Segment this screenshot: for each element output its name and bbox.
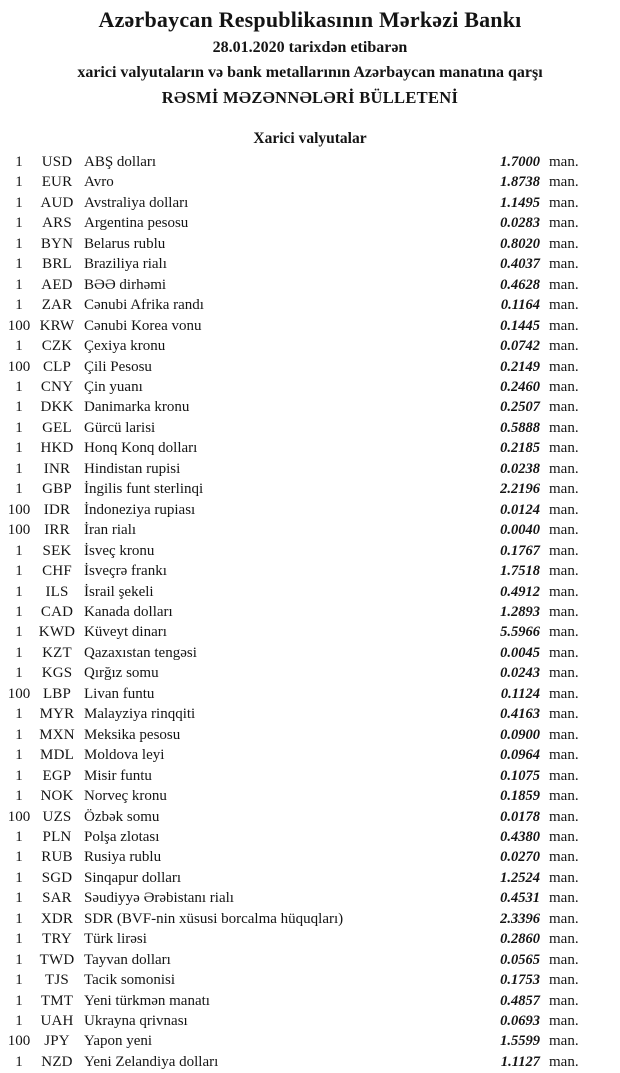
rate-value-cell: 1.1127 <box>500 1053 540 1070</box>
exchange-rates-table <box>0 152 620 1072</box>
quantity-cell: 1 <box>15 563 23 580</box>
rate-value-cell: 0.1753 <box>500 972 540 989</box>
currency-name-cell: Gürcü larisi <box>84 419 156 436</box>
rate-value-cell: 0.0270 <box>500 849 540 866</box>
bank-name-title: Azərbaycan Respublikasının Mərkəzi Bankı <box>98 7 522 32</box>
unit-cell: man. <box>549 767 579 784</box>
currency-name-cell: Ukrayna qrivnası <box>84 1013 188 1030</box>
currency-code-cell: ARS <box>42 215 72 232</box>
table-row <box>0 868 620 888</box>
currency-name-cell: Cənubi Korea vonu <box>84 317 202 334</box>
currency-code-cell: MXN <box>39 726 75 743</box>
unit-cell: man. <box>549 358 579 375</box>
table-row <box>0 1031 620 1051</box>
rate-value-cell: 0.2460 <box>500 378 540 395</box>
currency-code-cell: BRL <box>42 256 72 273</box>
unit-cell: man. <box>549 235 579 252</box>
table-row <box>0 377 620 397</box>
currency-code-cell: CLP <box>42 358 72 375</box>
quantity-cell: 1 <box>15 399 23 416</box>
table-row <box>0 172 620 192</box>
quantity-cell: 1 <box>15 174 23 191</box>
unit-cell: man. <box>549 931 579 948</box>
currency-code-cell: EGP <box>42 767 72 784</box>
unit-cell: man. <box>549 399 579 416</box>
currency-code-cell: RUB <box>41 849 73 866</box>
unit-cell: man. <box>549 297 579 314</box>
rate-value-cell: 0.0964 <box>500 747 540 764</box>
currency-name-cell: Yeni türkmən manatı <box>84 992 210 1009</box>
rate-value-cell: 5.5966 <box>500 624 540 641</box>
unit-cell: man. <box>549 317 579 334</box>
currency-name-cell: Meksika pesosu <box>84 726 181 743</box>
quantity-cell: 1 <box>15 869 23 886</box>
table-row <box>0 541 620 561</box>
quantity-cell: 1 <box>15 542 23 559</box>
table-row <box>0 847 620 867</box>
rate-value-cell: 1.7518 <box>500 563 540 580</box>
table-row <box>0 336 620 356</box>
rate-value-cell: 1.2524 <box>500 869 540 886</box>
quantity-cell: 1 <box>15 972 23 989</box>
table-row <box>0 438 620 458</box>
currency-name-cell: Kanada dolları <box>84 603 173 620</box>
quantity-cell: 1 <box>15 931 23 948</box>
currency-name-cell: Braziliya rialı <box>84 256 167 273</box>
quantity-cell: 100 <box>7 358 31 375</box>
unit-cell: man. <box>549 1013 579 1030</box>
currency-code-cell: SEK <box>42 542 72 559</box>
currency-name-cell: Cənubi Afrika randı <box>84 297 204 314</box>
currency-name-cell: Norveç kronu <box>84 788 167 805</box>
table-row <box>0 807 620 827</box>
table-row <box>0 991 620 1011</box>
currency-name-cell: Honq Konq dolları <box>84 440 198 457</box>
unit-cell: man. <box>549 890 579 907</box>
currency-code-cell: XDR <box>40 910 74 927</box>
unit-cell: man. <box>549 1053 579 1070</box>
unit-cell: man. <box>549 1033 579 1050</box>
rate-value-cell: 0.0124 <box>500 501 540 518</box>
document-subtitle: xarici valyutaların və bank metallarının Azərbaycan manatına qarşı <box>77 64 543 81</box>
rate-value-cell: 0.0283 <box>500 215 540 232</box>
table-row <box>0 766 620 786</box>
quantity-cell: 100 <box>7 317 31 334</box>
table-row <box>0 561 620 581</box>
table-row <box>0 418 620 438</box>
table-row <box>0 357 620 377</box>
quantity-cell: 1 <box>15 194 23 211</box>
rate-value-cell: 2.3396 <box>500 910 540 927</box>
quantity-cell: 1 <box>15 828 23 845</box>
currency-name-cell: Çili Pesosu <box>84 358 152 375</box>
unit-cell: man. <box>549 788 579 805</box>
quantity-cell: 1 <box>15 338 23 355</box>
table-row <box>0 234 620 254</box>
table-row <box>0 909 620 929</box>
bulletin-title: RƏSMİ MƏZƏNNƏLƏRİ BÜLLETENİ <box>161 88 459 107</box>
table-row <box>0 622 620 642</box>
quantity-cell: 100 <box>7 501 31 518</box>
quantity-cell: 1 <box>15 378 23 395</box>
table-row <box>0 950 620 970</box>
table-row <box>0 827 620 847</box>
currency-name-cell: Rusiya rublu <box>84 849 162 866</box>
currency-code-cell: NOK <box>40 788 74 805</box>
quantity-cell: 1 <box>15 276 23 293</box>
quantity-cell: 1 <box>15 767 23 784</box>
table-row <box>0 704 620 724</box>
rate-value-cell: 0.0045 <box>500 644 540 661</box>
rate-value-cell: 1.8738 <box>500 174 540 191</box>
table-row <box>0 1052 620 1072</box>
currency-name-cell: Səudiyyə Ərəbistanı rialı <box>84 890 234 907</box>
table-row <box>0 643 620 663</box>
quantity-cell: 1 <box>15 215 23 232</box>
quantity-cell: 1 <box>15 235 23 252</box>
currency-name-cell: Argentina pesosu <box>84 215 189 232</box>
currency-code-cell: KZT <box>42 644 72 661</box>
unit-cell: man. <box>549 501 579 518</box>
table-row <box>0 970 620 990</box>
currency-name-cell: Sinqapur dolları <box>84 869 182 886</box>
table-row <box>0 520 620 540</box>
currency-code-cell: CZK <box>41 338 73 355</box>
unit-cell: man. <box>549 440 579 457</box>
unit-cell: man. <box>549 624 579 641</box>
currency-name-cell: Qazaxıstan tengəsi <box>84 644 197 661</box>
currency-code-cell: ILS <box>45 583 69 600</box>
currency-code-cell: KRW <box>39 317 75 334</box>
currency-name-cell: İsrail şekeli <box>84 583 154 600</box>
unit-cell: man. <box>549 726 579 743</box>
currency-code-cell: AUD <box>40 194 74 211</box>
currency-code-cell: DKK <box>40 399 74 416</box>
rate-value-cell: 1.2893 <box>500 603 540 620</box>
quantity-cell: 100 <box>7 522 31 539</box>
currency-name-cell: İngilis funt sterlinqi <box>84 481 204 498</box>
rate-value-cell: 0.0742 <box>500 338 540 355</box>
effective-date-line: 28.01.2020 tarixdən etibarən <box>212 39 408 56</box>
rate-value-cell: 0.4628 <box>500 276 540 293</box>
rate-value-cell: 0.4037 <box>500 256 540 273</box>
table-row <box>0 888 620 908</box>
currency-code-cell: IDR <box>43 501 71 518</box>
unit-cell: man. <box>549 583 579 600</box>
currency-name-cell: Avstraliya dolları <box>84 194 189 211</box>
table-row <box>0 316 620 336</box>
table-row <box>0 295 620 315</box>
table-row <box>0 397 620 417</box>
table-row <box>0 663 620 683</box>
table-row <box>0 786 620 806</box>
unit-cell: man. <box>549 460 579 477</box>
currency-code-cell: USD <box>41 154 73 170</box>
quantity-cell: 1 <box>15 1053 23 1070</box>
unit-cell: man. <box>549 194 579 211</box>
currency-code-cell: TWD <box>39 951 75 968</box>
table-row <box>0 602 620 622</box>
table-row <box>0 929 620 949</box>
quantity-cell: 100 <box>7 685 31 702</box>
currency-name-cell: Malayziya rinqqiti <box>84 706 196 723</box>
rate-value-cell: 0.0900 <box>500 726 540 743</box>
unit-cell: man. <box>549 522 579 539</box>
rate-value-cell: 0.1445 <box>500 317 540 334</box>
rate-value-cell: 0.0238 <box>500 460 540 477</box>
currency-code-cell: GBP <box>42 481 72 498</box>
currency-name-cell: Çexiya kronu <box>84 338 166 355</box>
unit-cell: man. <box>549 481 579 498</box>
currency-name-cell: ABŞ dolları <box>84 154 157 170</box>
rate-value-cell: 0.2860 <box>500 931 540 948</box>
unit-cell: man. <box>549 563 579 580</box>
rate-value-cell: 0.8020 <box>500 235 540 252</box>
currency-code-cell: NZD <box>41 1053 73 1070</box>
rate-value-cell: 0.5888 <box>500 419 540 436</box>
rate-value-cell: 0.2149 <box>500 358 540 375</box>
currency-name-cell: Polşa zlotası <box>84 828 160 845</box>
currency-code-cell: TMT <box>40 992 74 1009</box>
currency-name-cell: BƏƏ dirhəmi <box>84 276 167 293</box>
currency-code-cell: SAR <box>42 890 72 907</box>
currency-code-cell: CAD <box>40 603 74 620</box>
currency-name-cell: SDR (BVF-nin xüsusi borcalma hüquqları) <box>84 910 344 927</box>
section-title-foreign-currencies: Xarici valyutalar <box>253 130 367 147</box>
currency-name-cell: Türk lirəsi <box>84 931 147 948</box>
currency-code-cell: IRR <box>44 522 70 539</box>
currency-code-cell: TRY <box>42 931 72 948</box>
currency-name-cell: Misir funtu <box>84 767 152 784</box>
quantity-cell: 1 <box>15 665 23 682</box>
table-row <box>0 725 620 745</box>
rate-value-cell: 2.2196 <box>500 481 540 498</box>
currency-name-cell: Hindistan rupisi <box>84 460 181 477</box>
quantity-cell: 1 <box>15 910 23 927</box>
currency-name-cell: Avro <box>84 174 114 191</box>
rate-value-cell: 0.0243 <box>500 665 540 682</box>
currency-code-cell: PLN <box>42 828 72 845</box>
quantity-cell: 1 <box>15 747 23 764</box>
table-row <box>0 275 620 295</box>
currency-code-cell: EUR <box>41 174 73 191</box>
currency-name-cell: Yeni Zelandiya dolları <box>84 1053 219 1070</box>
currency-code-cell: INR <box>43 460 71 477</box>
currency-code-cell: KGS <box>41 665 73 682</box>
currency-name-cell: Belarus rublu <box>84 235 166 252</box>
table-row <box>0 684 620 704</box>
currency-name-cell: Livan funtu <box>84 685 155 702</box>
unit-cell: man. <box>549 910 579 927</box>
currency-name-cell: Moldova leyi <box>84 747 165 764</box>
quantity-cell: 100 <box>7 1033 31 1050</box>
quantity-cell: 1 <box>15 788 23 805</box>
unit-cell: man. <box>549 972 579 989</box>
currency-code-cell: GEL <box>42 419 72 436</box>
quantity-cell: 1 <box>15 481 23 498</box>
unit-cell: man. <box>549 174 579 191</box>
unit-cell: man. <box>549 808 579 825</box>
document-header <box>0 0 620 107</box>
quantity-cell: 1 <box>15 583 23 600</box>
unit-cell: man. <box>549 992 579 1009</box>
rate-value-cell: 0.1075 <box>500 767 540 784</box>
quantity-cell: 1 <box>15 992 23 1009</box>
rate-value-cell: 0.2507 <box>500 399 540 416</box>
quantity-cell: 1 <box>15 603 23 620</box>
currency-code-cell: CNY <box>40 378 74 395</box>
currency-code-cell: BYN <box>40 235 74 252</box>
currency-code-cell: SGD <box>41 869 73 886</box>
unit-cell: man. <box>549 951 579 968</box>
currency-name-cell: Küveyt dinarı <box>84 624 167 641</box>
table-row <box>0 254 620 274</box>
quantity-cell: 1 <box>15 726 23 743</box>
quantity-cell: 1 <box>15 297 23 314</box>
rate-value-cell: 0.4531 <box>500 890 540 907</box>
rate-value-cell: 0.0178 <box>500 808 540 825</box>
quantity-cell: 1 <box>15 440 23 457</box>
rate-value-cell: 1.1495 <box>500 194 540 211</box>
table-row <box>0 213 620 233</box>
rate-value-cell: 1.7000 <box>500 154 540 170</box>
quantity-cell: 1 <box>15 419 23 436</box>
currency-name-cell: Tacik somonisi <box>84 972 176 989</box>
quantity-cell: 1 <box>15 644 23 661</box>
unit-cell: man. <box>549 869 579 886</box>
quantity-cell: 1 <box>15 951 23 968</box>
currency-name-cell: Yapon yeni <box>84 1033 153 1050</box>
unit-cell: man. <box>549 644 579 661</box>
rate-value-cell: 1.5599 <box>500 1033 540 1050</box>
rate-value-cell: 0.2185 <box>500 440 540 457</box>
unit-cell: man. <box>549 542 579 559</box>
currency-name-cell: Özbək somu <box>84 808 160 825</box>
currency-name-cell: İndoneziya rupiası <box>84 501 196 518</box>
unit-cell: man. <box>549 338 579 355</box>
rate-value-cell: 0.4912 <box>500 583 540 600</box>
rate-value-cell: 0.1859 <box>500 788 540 805</box>
table-row <box>0 459 620 479</box>
unit-cell: man. <box>549 215 579 232</box>
quantity-cell: 1 <box>15 849 23 866</box>
quantity-cell: 1 <box>15 624 23 641</box>
quantity-cell: 1 <box>15 890 23 907</box>
table-row <box>0 1011 620 1031</box>
rate-value-cell: 0.4163 <box>500 706 540 723</box>
quantity-cell: 1 <box>15 1013 23 1030</box>
table-row <box>0 479 620 499</box>
table-row <box>0 152 620 172</box>
currency-code-cell: KWD <box>38 624 76 641</box>
currency-code-cell: MYR <box>39 706 75 723</box>
currency-code-cell: AED <box>41 276 73 293</box>
rate-value-cell: 0.0040 <box>500 522 540 539</box>
table-row <box>0 500 620 520</box>
currency-name-cell: Tayvan dolları <box>84 951 171 968</box>
currency-name-cell: İsveçrə frankı <box>84 563 167 580</box>
rate-value-cell: 0.0693 <box>500 1013 540 1030</box>
unit-cell: man. <box>549 828 579 845</box>
quantity-cell: 1 <box>15 460 23 477</box>
unit-cell: man. <box>549 154 579 170</box>
currency-code-cell: TJS <box>45 972 69 989</box>
currency-code-cell: MDL <box>40 747 74 764</box>
currency-name-cell: İran rialı <box>84 522 137 539</box>
unit-cell: man. <box>549 685 579 702</box>
currency-code-cell: ZAR <box>41 297 73 314</box>
unit-cell: man. <box>549 603 579 620</box>
unit-cell: man. <box>549 419 579 436</box>
rate-value-cell: 0.0565 <box>500 951 540 968</box>
unit-cell: man. <box>549 706 579 723</box>
rate-value-cell: 0.1767 <box>500 542 540 559</box>
currency-code-cell: HKD <box>40 440 74 457</box>
unit-cell: man. <box>549 665 579 682</box>
currency-name-cell: Qırğız somu <box>84 665 159 682</box>
quantity-cell: 100 <box>7 808 31 825</box>
unit-cell: man. <box>549 747 579 764</box>
rate-value-cell: 0.1124 <box>500 685 540 702</box>
currency-name-cell: Danimarka kronu <box>84 399 190 416</box>
currency-code-cell: LBP <box>42 685 72 702</box>
currency-code-cell: UAH <box>40 1013 74 1030</box>
quantity-cell: 1 <box>15 154 23 170</box>
rate-value-cell: 0.4857 <box>500 992 540 1009</box>
table-row <box>0 582 620 602</box>
rate-value-cell: 0.4380 <box>500 828 540 845</box>
currency-code-cell: UZS <box>42 808 72 825</box>
currency-name-cell: İsveç kronu <box>84 542 155 559</box>
unit-cell: man. <box>549 276 579 293</box>
unit-cell: man. <box>549 849 579 866</box>
currency-name-cell: Çin yuanı <box>84 378 143 395</box>
currency-code-cell: CHF <box>42 563 72 580</box>
quantity-cell: 1 <box>15 706 23 723</box>
unit-cell: man. <box>549 378 579 395</box>
unit-cell: man. <box>549 256 579 273</box>
currency-code-cell: JPY <box>44 1033 70 1050</box>
table-row <box>0 745 620 765</box>
quantity-cell: 1 <box>15 256 23 273</box>
table-row <box>0 193 620 213</box>
rate-value-cell: 0.1164 <box>500 297 540 314</box>
